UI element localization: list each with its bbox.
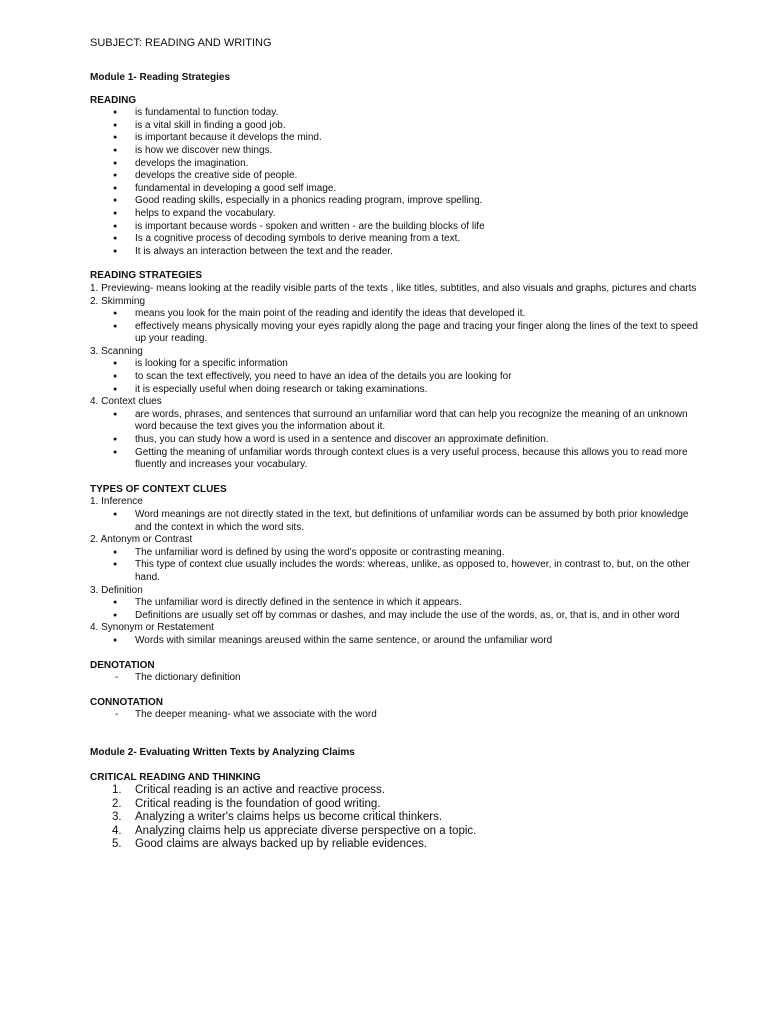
critical-item — [90, 798, 698, 812]
context-type-bullet: ● Words with similar meanings areused within the same sentence, or around the unfamiliar word — [90, 635, 698, 648]
reading-bullet: ● develops the creative side of people. — [90, 170, 698, 183]
item-number: 2. — [112, 797, 122, 810]
denotation-heading: DENOTATION — [90, 659, 155, 671]
context-type-title: 3. Definition — [90, 584, 143, 596]
reading-bullet: ● is a vital skill in finding a good job. — [90, 120, 698, 133]
critical-item — [90, 811, 698, 825]
context-type-bullets — [90, 597, 698, 622]
context-clues-heading: TYPES OF CONTEXT CLUES — [90, 483, 227, 495]
critical-item — [90, 825, 698, 839]
reading-bullet: ● is important because words - spoken and written - are the building blocks of life — [90, 221, 698, 234]
context-clues-section — [90, 496, 698, 647]
module-2-title: Module 2- Evaluating Written Texts by Analyzing Claims — [90, 746, 355, 758]
reading-list — [90, 107, 698, 258]
critical-reading-heading: CRITICAL READING AND THINKING — [90, 771, 261, 783]
context-type-bullet: ● Word meanings are not directly stated in the text, but definitions of unfamiliar words can be assumed by both prior knowledge and the context in which the word sits. — [90, 509, 698, 534]
item-number: 3. — [112, 811, 122, 824]
item-number: 5. — [112, 838, 122, 851]
strategy-bullet: ● means you look for the main point of the reading and identify the ideas that developed it. — [90, 308, 698, 321]
reading-bullet: ● Good reading skills, especially in a phonics reading program, improve spelling. — [90, 195, 698, 208]
reading-bullet: ● develops the imagination. — [90, 158, 698, 171]
item-text: Analyzing a writer's claims helps us become critical thinkers. — [135, 811, 443, 824]
item-text: Critical reading is the foundation of good writing. — [135, 797, 381, 810]
context-type-bullet: ● The unfamiliar word is defined by using the word’s opposite or contrasting meaning. — [90, 547, 698, 560]
strategy-title: 4. Context clues — [90, 396, 162, 408]
subject-title: SUBJECT: READING AND WRITING — [90, 37, 272, 49]
reading-bullet: ● is fundamental to function today. — [90, 107, 698, 120]
context-type-title: 1. Inference — [90, 496, 143, 508]
strategy-title: 2. Skimming — [90, 295, 146, 307]
denotation-item: - The dictionary definition — [90, 672, 698, 685]
context-type-bullets — [90, 635, 698, 648]
item-number: 4. — [112, 824, 122, 837]
critical-item — [90, 784, 698, 798]
strategy-bullet: ● Getting the meaning of unfamiliar words through context clues is a very useful process, because this allows you to read more fluently and increases your vocabulary. — [90, 447, 698, 472]
connotation-heading: CONNOTATION — [90, 696, 163, 708]
connotation-list — [90, 709, 698, 722]
strategy-bullet: ● effectively means physically moving your eyes rapidly along the page and tracing your finger along the lines of the text to speed up your reading. — [90, 321, 698, 346]
critical-item — [90, 838, 698, 852]
reading-bullet: ● It is always an interaction between the text and the reader. — [90, 246, 698, 259]
strategies-section — [90, 283, 698, 472]
strategy-bullet: ● are words, phrases, and sentences that surround an unfamiliar word that can help you recognize the meaning of an unknown word because the text gives you the information about it. — [90, 409, 698, 434]
strategy-bullets — [90, 308, 698, 346]
denotation-list — [90, 672, 698, 685]
context-type-bullet: ● Definitions are usually set off by commas or dashes, and may include the use of the words, as, or, that is, and in other word — [90, 610, 698, 623]
item-text: Critical reading is an active and reactive process. — [135, 784, 385, 797]
strategy-bullet: ● to scan the text effectively, you need to have an idea of the details you are looking for — [90, 371, 698, 384]
reading-bullet: ● fundamental in developing a good self image. — [90, 183, 698, 196]
context-type-bullet: ● This type of context clue usually includes the words: whereas, unlike, as opposed to, however, in contrast to, but, on the other hand. — [90, 559, 698, 584]
strategies-heading: READING STRATEGIES — [90, 270, 203, 282]
item-number: 1. — [112, 784, 122, 797]
item-text: Analyzing claims help us appreciate diverse perspective on a topic. — [135, 824, 477, 837]
context-type-bullets — [90, 547, 698, 585]
strategy-title: 1. Previewing- means looking at the readily visible parts of the texts , like titles, subtitles, and also visuals and graphs, pictures and charts — [90, 282, 697, 294]
strategy-bullet: ● thus, you can study how a word is used in a sentence and discover an approximate definition. — [90, 434, 698, 447]
module-1-title: Module 1- Reading Strategies — [90, 72, 231, 83]
reading-bullet: ● Is a cognitive process of decoding symbols to derive meaning from a text. — [90, 233, 698, 246]
connotation-item: - The deeper meaning- what we associate with the word — [90, 709, 698, 722]
strategy-bullets — [90, 358, 698, 396]
reading-bullet: ● is how we discover new things. — [90, 145, 698, 158]
context-type-title: 4. Synonym or Restatement — [90, 622, 214, 634]
strategy-bullet: ● is looking for a specific information — [90, 358, 698, 371]
reading-heading: READING — [90, 94, 137, 106]
context-type-bullet: ● The unfamiliar word is directly defined in the sentence in which it appears. — [90, 597, 698, 610]
reading-bullet: ● helps to expand the vocabulary. — [90, 208, 698, 221]
reading-bullet: ● is important because it develops the mind. — [90, 132, 698, 145]
strategy-bullets — [90, 409, 698, 472]
item-text: Good claims are always backed up by reliable evidences. — [135, 838, 428, 851]
context-type-bullets — [90, 509, 698, 534]
context-type-title: 2. Antonym or Contrast — [90, 534, 193, 546]
strategy-title: 3. Scanning — [90, 345, 143, 357]
strategy-bullet: ● it is especially useful when doing research or taking examinations. — [90, 384, 698, 397]
critical-reading-list — [90, 784, 698, 852]
